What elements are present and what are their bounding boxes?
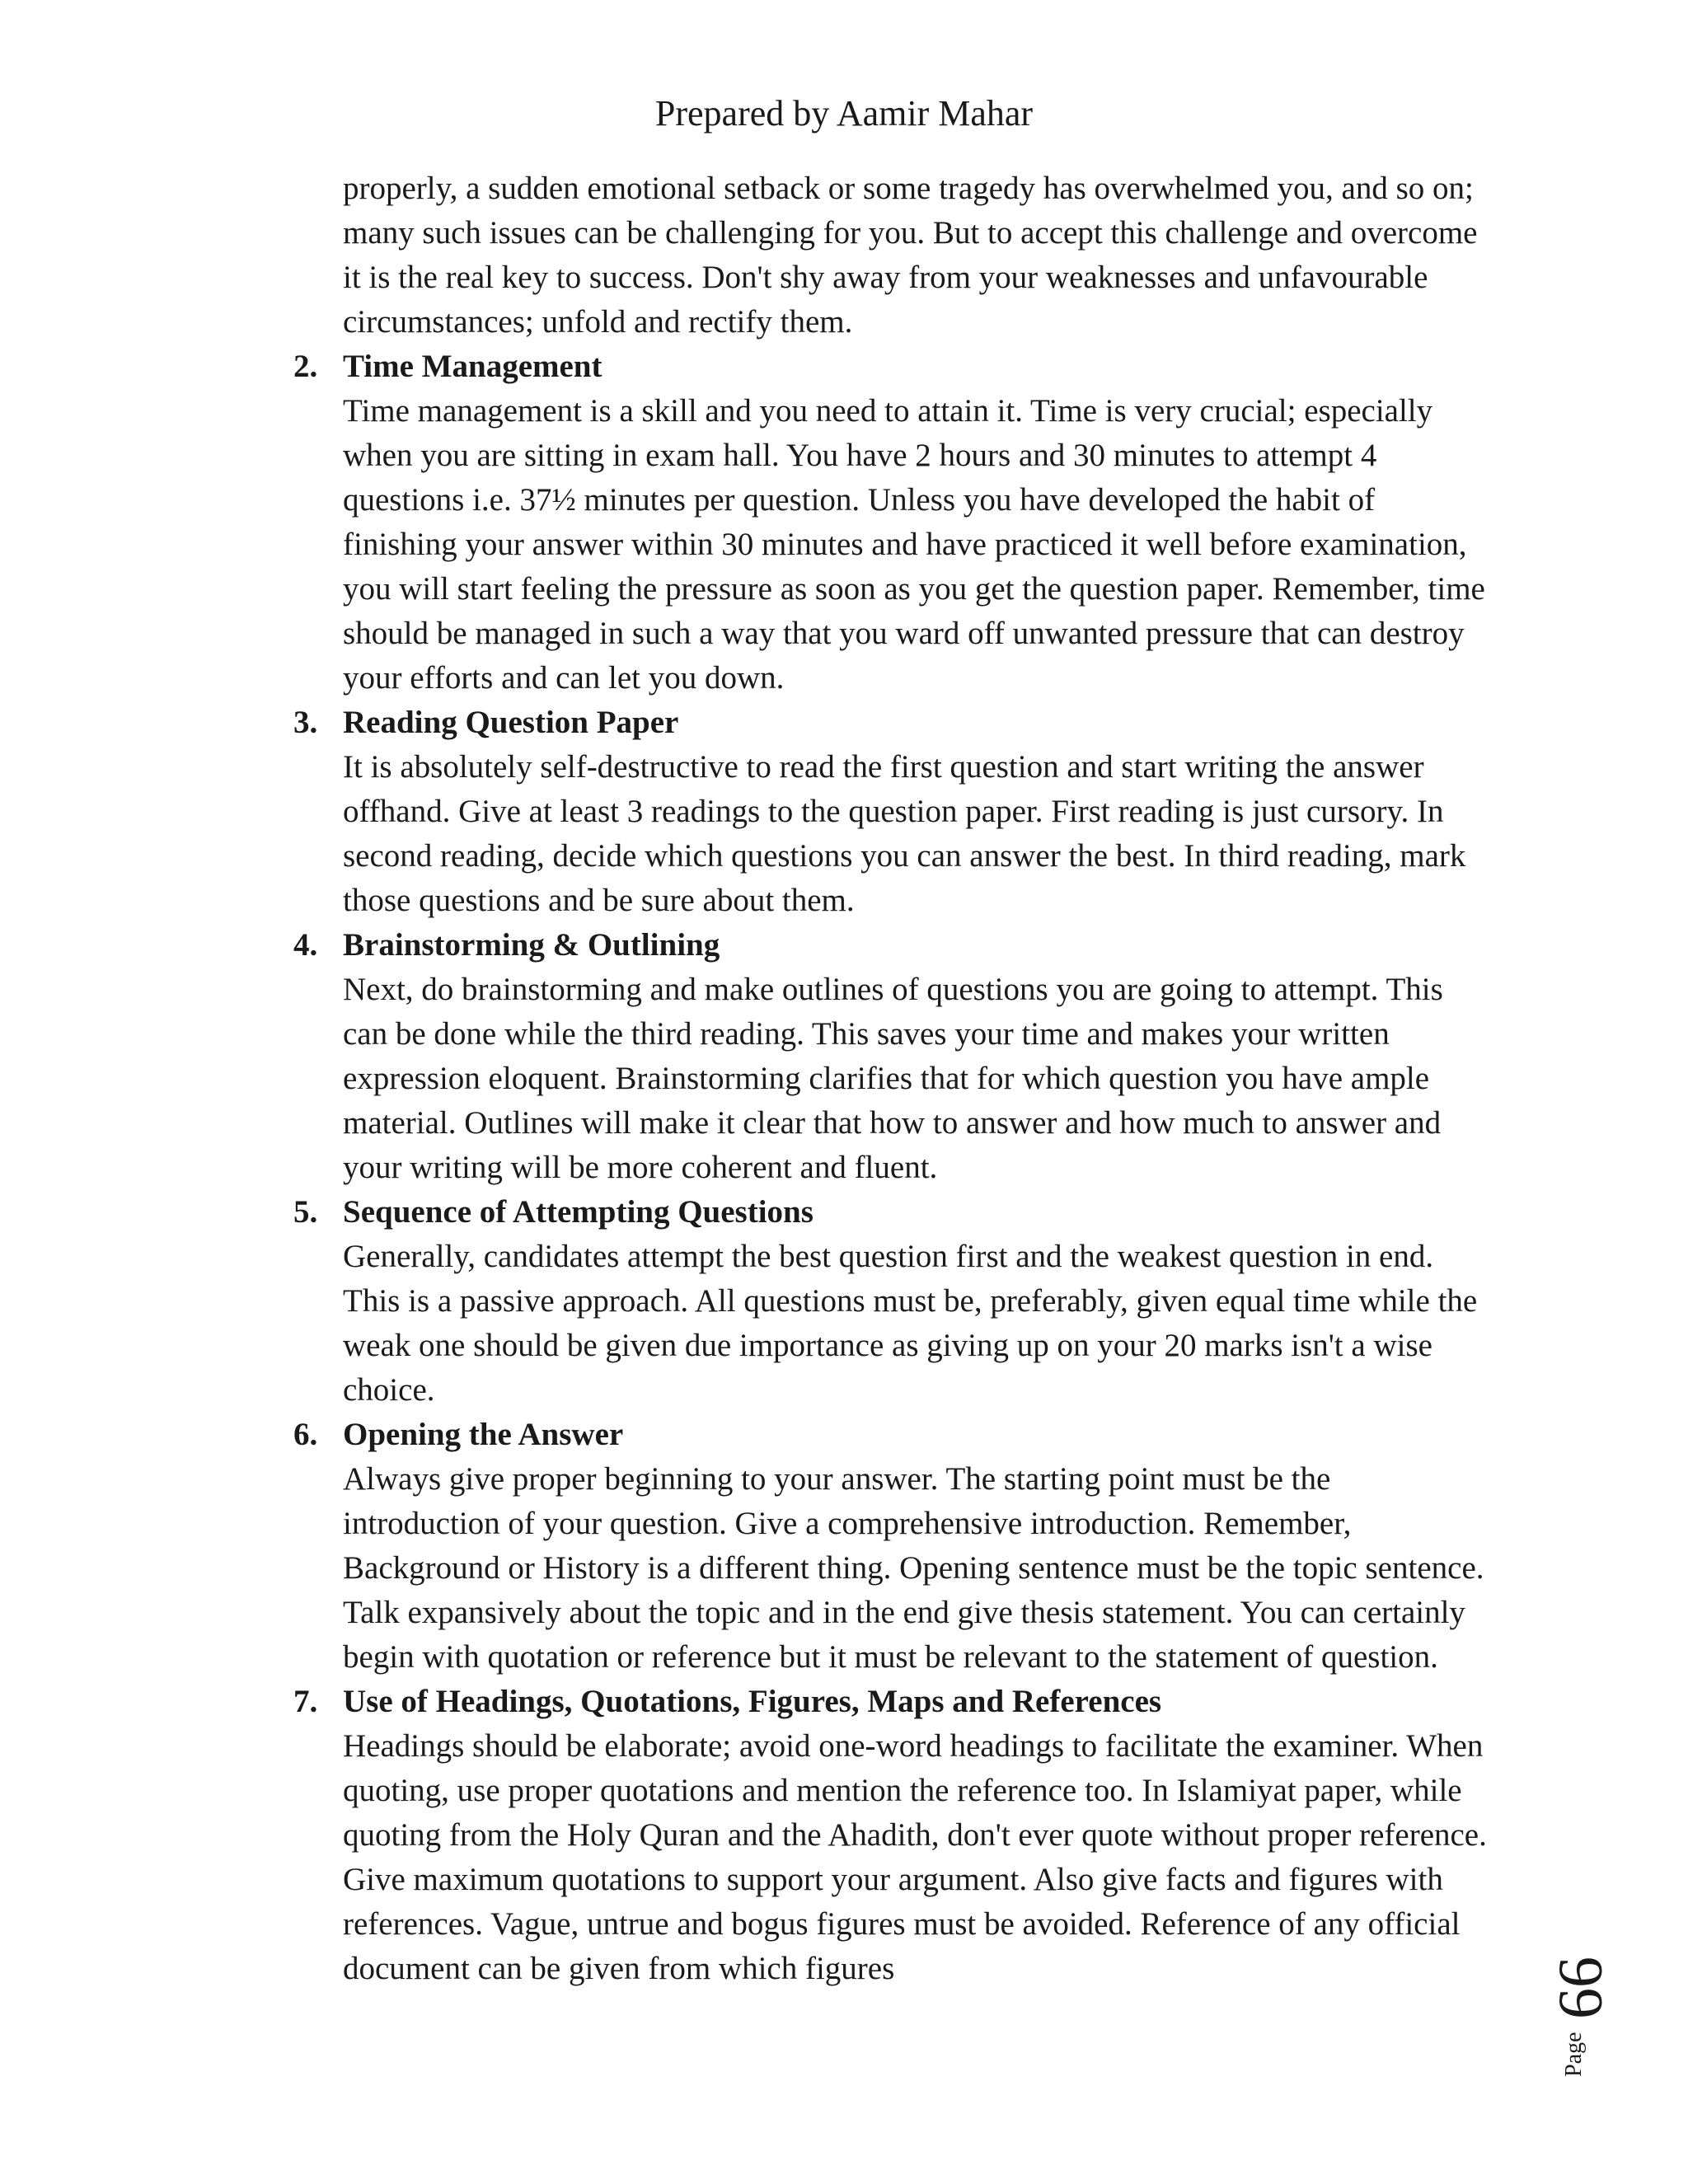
item-number: 6. (293, 1417, 318, 1452)
item-number: 5. (293, 1194, 318, 1230)
item-heading: Time Management (343, 349, 603, 384)
page-header (0, 92, 1688, 136)
item-number: 7. (293, 1684, 318, 1719)
item-heading: Opening the Answer (343, 1417, 624, 1452)
header-title: Prepared by Aamir Mahar (654, 93, 1034, 134)
page-number: 66 (1546, 1957, 1615, 2019)
item-heading: Reading Question Paper (343, 705, 679, 740)
item-text: It is absolutely self-destructive to read the first question and start writing the answer offhand. Give at least 3 readings to the question paper. First reading is just cursory. In second reading, decide which questions you can answer the best. In third reading, mark those questions and be sure about them. (343, 749, 1466, 918)
list-item (293, 923, 1489, 1190)
item-text: Headings should be elaborate; avoid one-word headings to facilitate the examiner. When quoting, use proper quotations and mention the reference too. In Islamiyat paper, while quoting from the Holy Quran and the Ahadith, don't ever quote without proper reference. Give maximum quotations to support your argument. Also give facts and figures with references. Vague, untrue and bogus figures must be avoided. Reference of any official document can be given from which figures (343, 1728, 1487, 1986)
intro-paragraph: properly, a sudden emotional setback or some tragedy has overwhelmed you, and so on; many such issues can be challenging for you. But to accept this challenge and overcome it is the real key to success. Don't shy away from your weaknesses and unfavourable circumstances; unfold and rectify them. (343, 171, 1478, 340)
item-text: Next, do brainstorming and make outlines of questions you are going to attempt. This can be done while the third reading. This saves your time and makes your written expression eloquent. Brainstorming clarifies that for which question you have ample material. Outlines will make it clear that how to answer and how much to answer and your writing will be more coherent and fluent. (343, 972, 1443, 1185)
list-item (293, 701, 1489, 923)
item-number: 4. (293, 927, 318, 963)
document-body (293, 166, 1489, 1991)
item-heading: Sequence of Attempting Questions (343, 1194, 814, 1230)
list-item (293, 1680, 1489, 1991)
item-number: 2. (293, 349, 318, 384)
list-item (293, 344, 1489, 701)
page-label: Page (1561, 2032, 1587, 2077)
list-item (293, 1413, 1489, 1680)
item-number: 3. (293, 705, 318, 740)
item-heading: Use of Headings, Quotations, Figures, Maps and References (343, 1684, 1162, 1719)
item-text: Always give proper beginning to your answer. The starting point must be the introduction of your question. Give a comprehensive introduction. Remember, Background or History is a different thing. Opening sentence must be the topic sentence. Talk expansively about the topic and in the end give thesis statement. You can certainly begin with quotation or reference but it must be relevant to the statement of question. (343, 1461, 1484, 1675)
list-item (293, 1190, 1489, 1413)
page-number-footer (1546, 1912, 1648, 2077)
item-heading: Brainstorming & Outlining (343, 927, 720, 963)
item-text: Generally, candidates attempt the best question first and the weakest question in end. This is a passive approach. All questions must be, preferably, given equal time while the weak one should be given due importance as giving up on your 20 marks isn't a wise choice. (343, 1239, 1478, 1408)
item-text: Time management is a skill and you need to attain it. Time is very crucial; especially when you are sitting in exam hall. You have 2 hours and 30 minutes to attempt 4 questions i.e. 37½ minutes per question. Unless you have developed the habit of finishing your answer within 30 minutes and have practiced it well before examination, you will start feeling the pressure as soon as you get the question paper. Remember, time should be managed in such a way that you ward off unwanted pressure that can destroy your efforts and can let you down. (343, 393, 1485, 696)
